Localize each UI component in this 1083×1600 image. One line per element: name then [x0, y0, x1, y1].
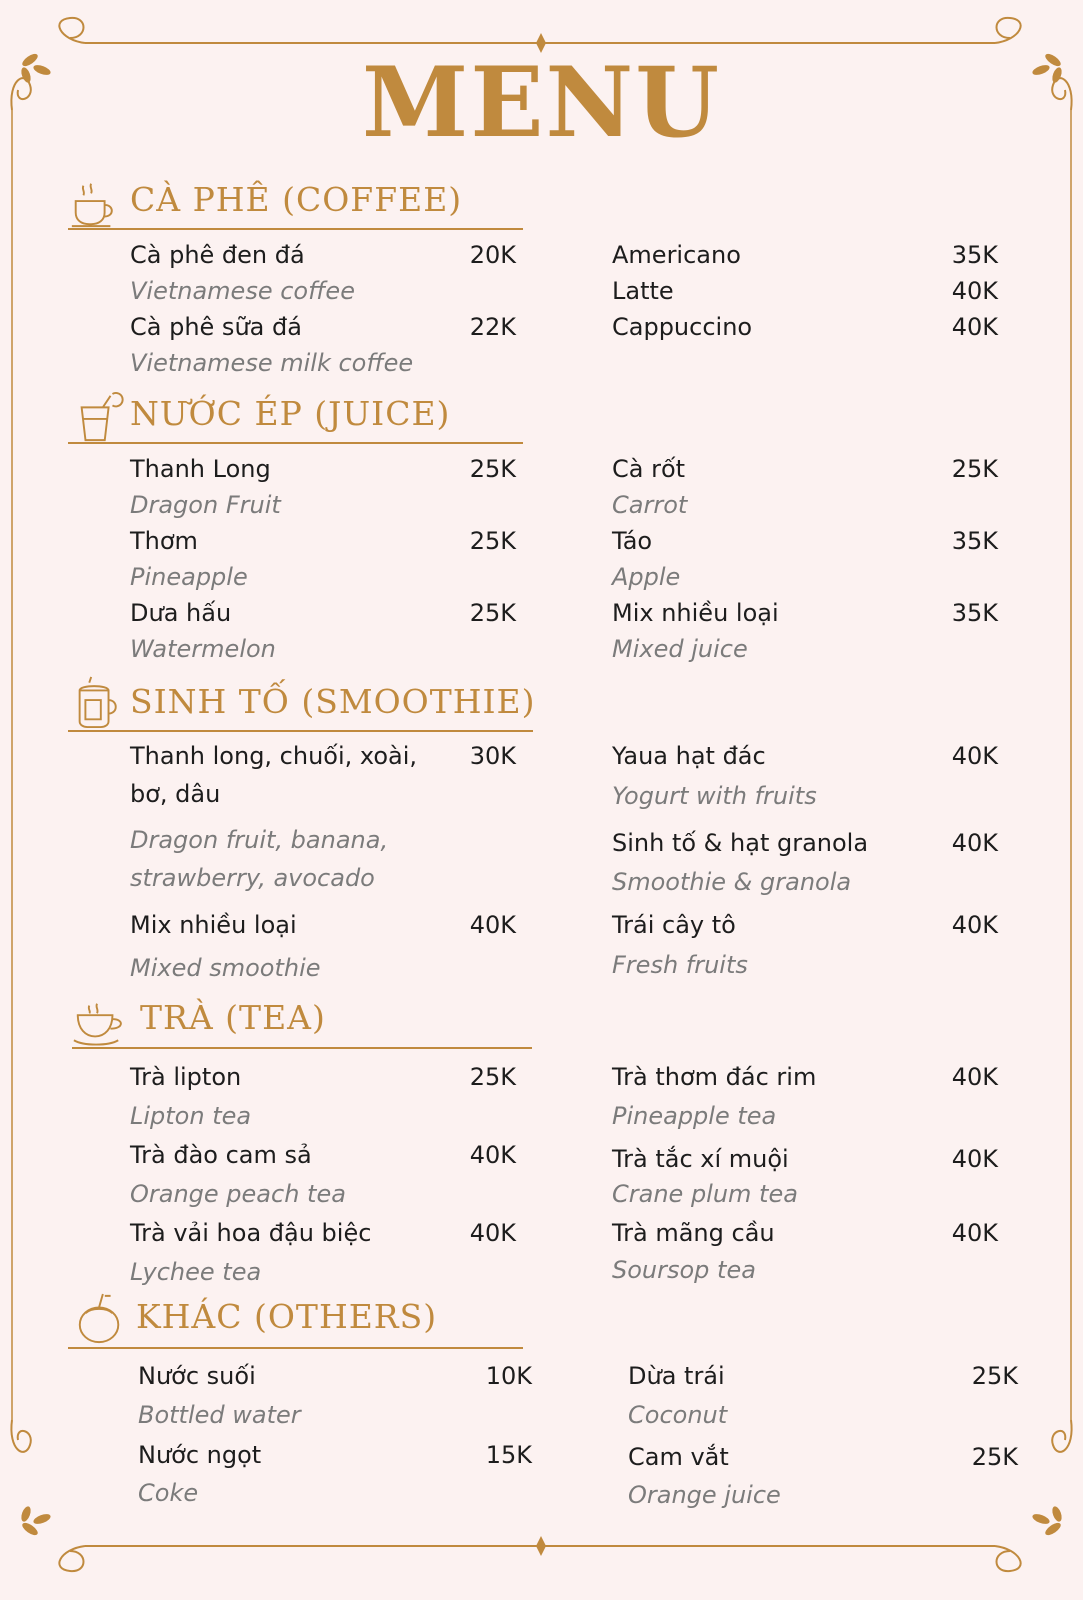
- menu-item-price: 40K: [469, 1219, 516, 1247]
- menu-item-description: Apple: [612, 563, 681, 591]
- menu-item-name: Cà phê sữa đá: [130, 313, 302, 341]
- section-title-smoothie: SINH TỐ (SMOOTHIE): [130, 682, 536, 721]
- menu-item-name: Trà mãng cầu: [612, 1219, 775, 1247]
- menu-item-name: Dừa trái: [628, 1362, 725, 1390]
- menu-item-price: 10K: [485, 1362, 532, 1390]
- menu-item-name: bơ, dâu: [130, 780, 221, 808]
- section-title-tea: TRÀ (TEA): [140, 998, 326, 1037]
- menu-item-name: Trà đào cam sả: [130, 1141, 312, 1169]
- menu-item-price: 25K: [469, 455, 516, 483]
- menu-item-description: Coconut: [628, 1401, 728, 1429]
- section-title-juice: NƯỚC ÉP (JUICE): [130, 394, 451, 433]
- menu-item-name: Americano: [612, 241, 741, 269]
- coffee-cup-icon: [68, 176, 120, 230]
- menu-item-price: 25K: [469, 527, 516, 555]
- menu-item-price: 35K: [951, 241, 998, 269]
- menu-item-description: strawberry, avocado: [130, 864, 375, 892]
- menu-item-price: 40K: [469, 911, 516, 939]
- section-divider-tea: [72, 1047, 532, 1049]
- menu-item-description: Bottled water: [138, 1401, 301, 1429]
- section-divider-coffee: [68, 228, 523, 230]
- menu-item-name: Nước suối: [138, 1362, 256, 1390]
- menu-item-name: Trà lipton: [130, 1063, 242, 1091]
- menu-item-description: Watermelon: [130, 635, 276, 663]
- menu-item-name: Cappuccino: [612, 313, 753, 341]
- menu-item-name: Trà vải hoa đậu biệc: [130, 1219, 372, 1247]
- menu-item-price: 40K: [951, 911, 998, 939]
- menu-item-description: Carrot: [612, 491, 688, 519]
- menu-item-description: Pineapple tea: [612, 1102, 777, 1130]
- menu-item-description: Pineapple: [130, 563, 248, 591]
- menu-item-price: 25K: [469, 1063, 516, 1091]
- menu-item-price: 40K: [951, 277, 998, 305]
- menu-title: MENU: [362, 46, 721, 159]
- menu-item-name: Táo: [612, 527, 653, 555]
- menu-item-description: Coke: [138, 1479, 199, 1507]
- menu-item-price: 35K: [951, 527, 998, 555]
- menu-item-description: Soursop tea: [612, 1256, 756, 1284]
- menu-item-price: 25K: [951, 455, 998, 483]
- menu-item-description: Yogurt with fruits: [612, 782, 817, 810]
- section-divider-juice: [68, 442, 523, 444]
- menu-item-description: Fresh fruits: [612, 951, 748, 979]
- menu-item-description: Orange juice: [628, 1481, 781, 1509]
- menu-item-price: 35K: [951, 599, 998, 627]
- menu-item-price: 40K: [469, 1141, 516, 1169]
- menu-item-description: Lychee tea: [130, 1258, 262, 1286]
- menu-item-name: Sinh tố & hạt granola: [612, 829, 869, 857]
- menu-item-price: 25K: [469, 599, 516, 627]
- section-divider-others: [68, 1347, 523, 1349]
- menu-item-description: Lipton tea: [130, 1102, 252, 1130]
- menu-item-name: Thanh Long: [130, 455, 271, 483]
- section-divider-smoothie: [68, 730, 533, 732]
- menu-item-name: Nước ngọt: [138, 1441, 262, 1469]
- teacup-icon: [72, 994, 124, 1048]
- menu-item-price: 40K: [951, 829, 998, 857]
- menu-item-name: Thanh long, chuối, xoài,: [130, 742, 418, 770]
- menu-item-description: Vietnamese milk coffee: [130, 349, 414, 377]
- menu-item-name: Thơm: [130, 527, 198, 555]
- menu-item-price: 25K: [971, 1362, 1018, 1390]
- menu-item-name: Cà rốt: [612, 455, 686, 483]
- menu-item-description: Mixed smoothie: [130, 954, 321, 982]
- smoothie-jar-icon: [70, 675, 122, 729]
- menu-item-price: 40K: [951, 1145, 998, 1173]
- menu-item-name: Mix nhiều loại: [612, 599, 779, 627]
- menu-item-description: Smoothie & granola: [612, 868, 852, 896]
- menu-item-name: Mix nhiều loại: [130, 911, 297, 939]
- menu-item-price: 25K: [971, 1443, 1018, 1471]
- menu-item-description: Vietnamese coffee: [130, 277, 355, 305]
- menu-item-name: Yaua hạt đác: [612, 742, 766, 770]
- section-title-others: KHÁC (OTHERS): [136, 1297, 438, 1336]
- menu-item-name: Latte: [612, 277, 674, 305]
- menu-item-price: 30K: [469, 742, 516, 770]
- menu-item-name: Dưa hấu: [130, 599, 232, 627]
- menu-item-description: Mixed juice: [612, 635, 748, 663]
- menu-item-description: Crane plum tea: [612, 1180, 798, 1208]
- menu-item-name: Cam vắt: [628, 1443, 729, 1471]
- menu-item-price: 40K: [951, 1063, 998, 1091]
- menu-item-price: 20K: [469, 241, 516, 269]
- menu-item-description: Dragon Fruit: [130, 491, 281, 519]
- menu-item-price: 22K: [469, 313, 516, 341]
- menu-item-description: Dragon fruit, banana,: [130, 826, 389, 854]
- menu-item-name: Trà thơm đác rim: [612, 1063, 817, 1091]
- menu-item-description: Orange peach tea: [130, 1180, 346, 1208]
- menu-item-price: 40K: [951, 313, 998, 341]
- juice-glass-icon: [72, 390, 124, 444]
- coconut-icon: [74, 1292, 126, 1346]
- section-title-coffee: CÀ PHÊ (COFFEE): [130, 180, 463, 219]
- menu-item-name: Trà tắc xí muội: [612, 1145, 789, 1173]
- menu-item-price: 40K: [951, 742, 998, 770]
- menu-item-price: 15K: [485, 1441, 532, 1469]
- menu-item-name: Trái cây tô: [612, 911, 736, 939]
- menu-item-price: 40K: [951, 1219, 998, 1247]
- menu-item-name: Cà phê đen đá: [130, 241, 305, 269]
